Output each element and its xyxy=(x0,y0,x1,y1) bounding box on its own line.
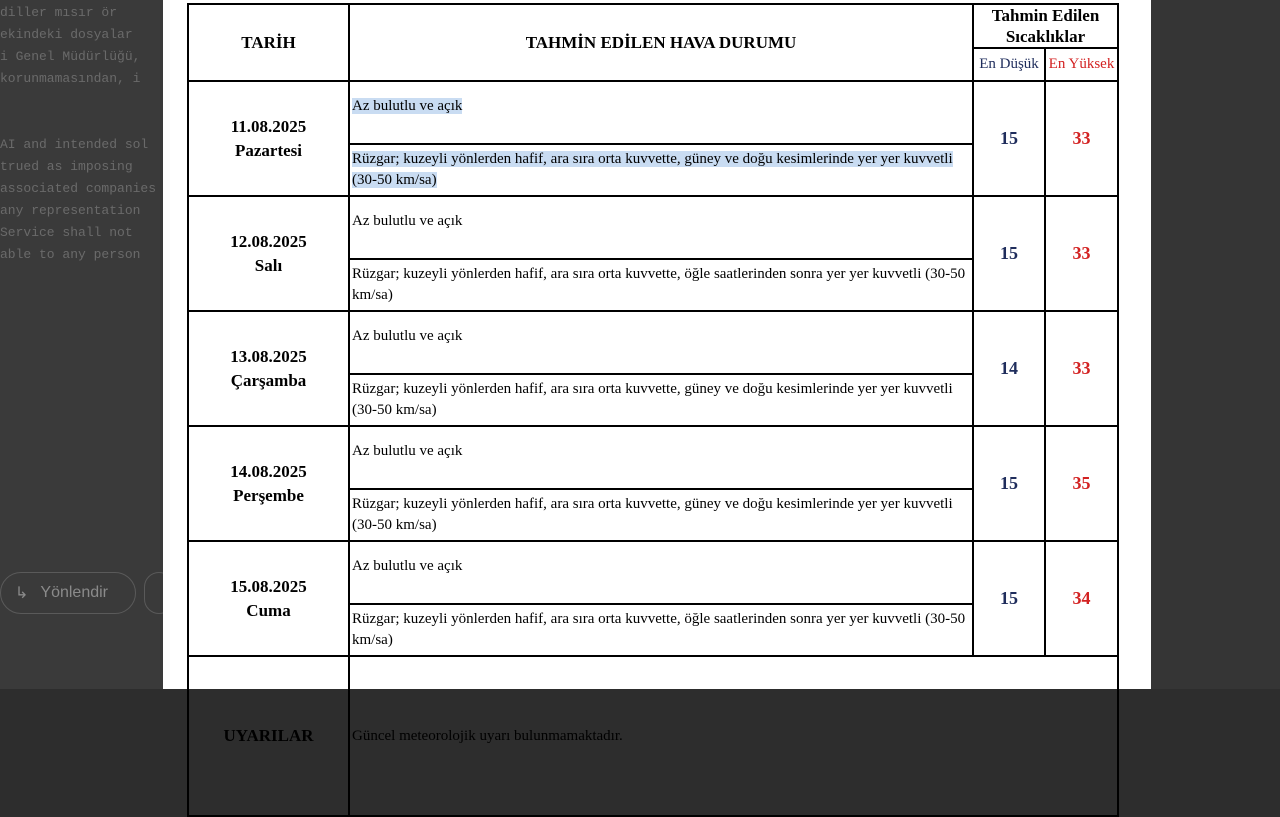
background-line: diller mısır ör xyxy=(0,5,118,20)
sky-condition xyxy=(349,81,973,144)
low-temp: 15 xyxy=(973,541,1045,656)
low-temp: 15 xyxy=(973,426,1045,541)
header-high: En Yüksek xyxy=(1045,48,1118,81)
high-temp: 34 xyxy=(1045,541,1118,656)
background-line: AI and intended sol xyxy=(0,137,149,152)
date-cell xyxy=(188,541,349,656)
header-temperatures: Tahmin Edilen Sıcaklıklar xyxy=(973,4,1118,48)
date-value: 14.08.2025 xyxy=(230,461,307,481)
date-value: 11.08.2025 xyxy=(230,116,307,136)
sky-condition: Az bulutlu ve açık xyxy=(349,311,973,374)
background-line: i Genel Müdürlüğü, xyxy=(0,49,141,64)
header-forecast: TAHMİN EDİLEN HAVA DURUMU xyxy=(349,4,973,81)
redirect-arrow-icon: ↳ xyxy=(15,585,29,602)
day-name: Pazartesi xyxy=(234,140,303,160)
date-value: 12.08.2025 xyxy=(230,231,307,251)
day-name: Cuma xyxy=(246,600,291,620)
sky-condition: Az bulutlu ve açık xyxy=(349,426,973,489)
low-temp: 15 xyxy=(973,196,1045,311)
high-temp: 33 xyxy=(1045,196,1118,311)
sky-condition: Az bulutlu ve açık xyxy=(349,541,973,604)
background-line: ekindeki dosyalar xyxy=(0,27,133,42)
date-cell xyxy=(188,81,349,196)
document-viewer xyxy=(163,0,1151,745)
date-cell xyxy=(188,196,349,311)
header-date: TARİH xyxy=(188,4,349,81)
redirect-button[interactable] xyxy=(0,572,136,614)
wind-condition: Rüzgar; kuzeyli yönlerden hafif, ara sıra orta kuvvette, öğle saatlerinden sonra yer yer kuvvetli (30-50 km/sa) xyxy=(349,604,973,656)
redirect-button-label: Yönlendir xyxy=(40,584,109,601)
background-line: able to any person xyxy=(0,247,141,262)
high-temp: 35 xyxy=(1045,426,1118,541)
low-temp: 14 xyxy=(973,311,1045,426)
background-line: associated companies xyxy=(0,181,157,196)
warnings-text: Güncel meteorolojik uyarı bulunmamaktadır. xyxy=(349,656,1118,816)
header-low: En Düşük xyxy=(973,48,1045,81)
date-cell xyxy=(188,426,349,541)
wind-condition: Rüzgar; kuzeyli yönlerden hafif, ara sıra orta kuvvette, güney ve doğu kesimlerinde yer yer kuvvetli (30-50 km/sa) xyxy=(349,374,973,426)
day-name: Salı xyxy=(254,255,283,275)
background-right-panel xyxy=(1151,0,1280,689)
background-line: any representation xyxy=(0,203,141,218)
wind-text: Rüzgar; kuzeyli yönlerden hafif, ara sıra orta kuvvette, güney ve doğu kesimlerinde yer yer kuvvetli (30-50 km/sa) xyxy=(352,151,953,188)
sky-text: Az bulutlu ve açık xyxy=(352,98,463,114)
wind-condition: Rüzgar; kuzeyli yönlerden hafif, ara sıra orta kuvvette, öğle saatlerinden sonra yer yer kuvvetli (30-50 km/sa) xyxy=(349,259,973,311)
background-line: trued as imposing xyxy=(0,159,133,174)
day-name: Çarşamba xyxy=(230,370,307,390)
sky-condition: Az bulutlu ve açık xyxy=(349,196,973,259)
date-value: 13.08.2025 xyxy=(230,346,307,366)
background-line: korunmamasından, i xyxy=(0,71,141,86)
high-temp: 33 xyxy=(1045,311,1118,426)
day-name: Perşembe xyxy=(233,485,304,505)
high-temp: 33 xyxy=(1045,81,1118,196)
warnings-label: UYARILAR xyxy=(188,656,349,816)
date-value: 15.08.2025 xyxy=(230,576,307,596)
wind-condition: Rüzgar; kuzeyli yönlerden hafif, ara sıra orta kuvvette, güney ve doğu kesimlerinde yer yer kuvvetli (30-50 km/sa) xyxy=(349,489,973,541)
date-cell xyxy=(188,311,349,426)
low-temp: 15 xyxy=(973,81,1045,196)
forecast-table xyxy=(187,3,1119,817)
wind-condition xyxy=(349,144,973,196)
background-line: Service shall not xyxy=(0,225,133,240)
